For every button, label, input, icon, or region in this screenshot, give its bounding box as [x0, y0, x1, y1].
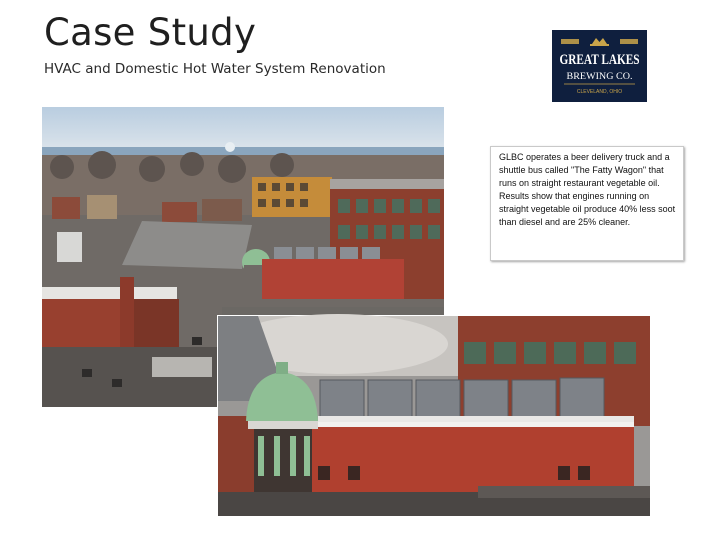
logo-name: GREAT LAKES [559, 52, 640, 68]
photo-solar-panels-closeup [218, 316, 650, 516]
great-lakes-brewing-logo [552, 30, 647, 102]
slide-title: Case Study [44, 11, 257, 54]
logo-city: CLEVELAND, OHIO [576, 89, 623, 95]
logo-brewing: BREWING CO. [566, 72, 633, 82]
callout-fatty-wagon: GLBC operates a beer delivery truck and a shuttle bus called "The Fatty Wagon" that runs on straight restaurant vegetable oil. Results show that engines running on straight vegetable oil produce 40% less soot than diesel and are 25% cleaner. [490, 146, 684, 261]
slide-subtitle: HVAC and Domestic Hot Water System Renovation [44, 61, 386, 77]
